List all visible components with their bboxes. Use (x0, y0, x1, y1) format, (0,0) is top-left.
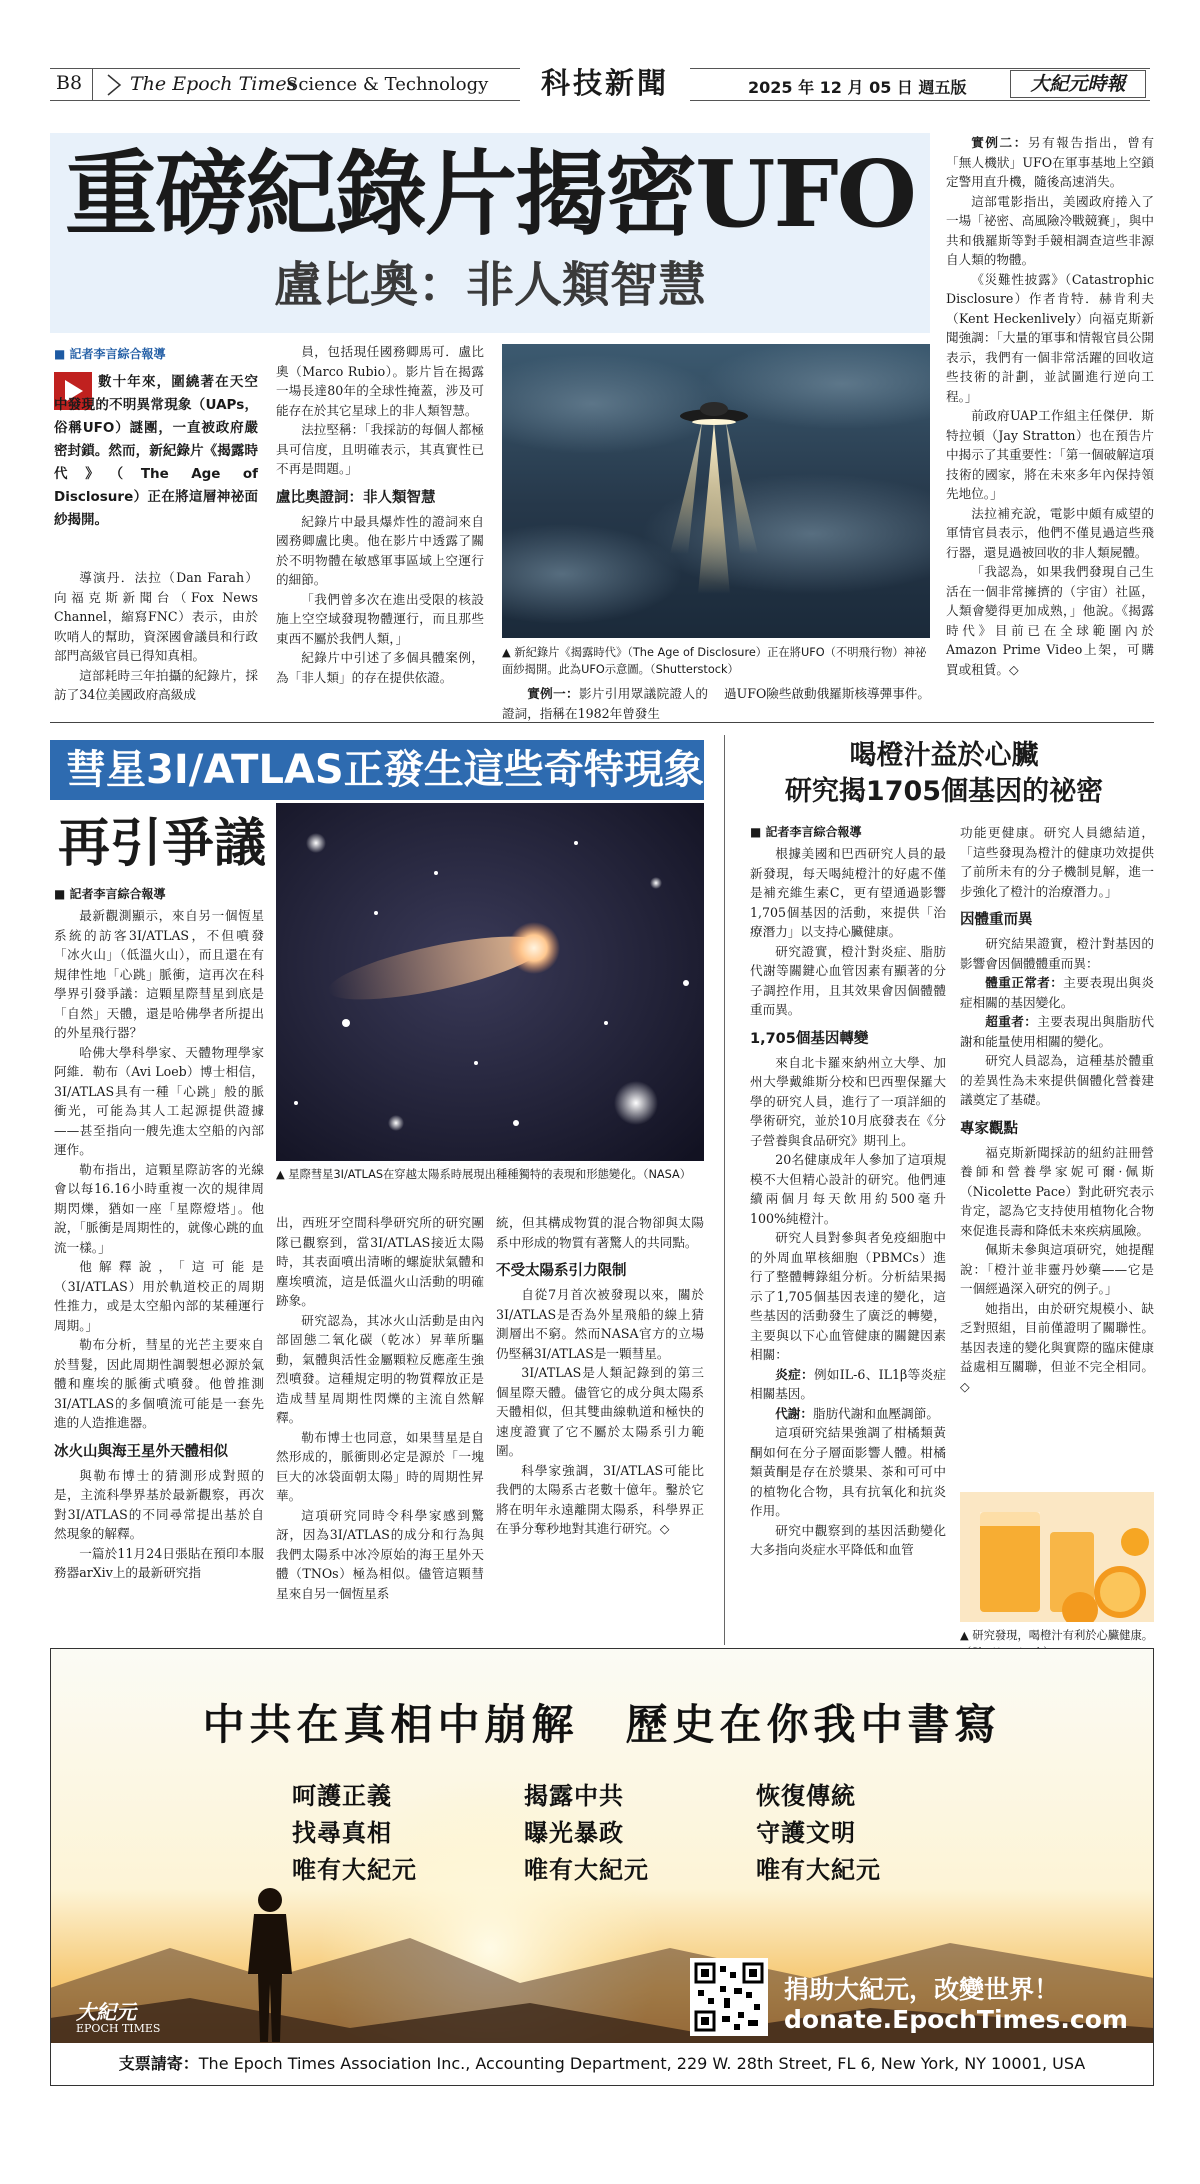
ad-line: 曝光暴政 (524, 1819, 624, 1847)
oj-col-1 (750, 823, 946, 1560)
oj-col-2 (960, 823, 1154, 1396)
oj-byline: ■ 記者李言綜合報導 (750, 823, 946, 840)
masthead (50, 68, 1150, 102)
paragraph: 例如IL-6、IL1β等炎症相關基因。 (750, 1366, 946, 1401)
paragraph: 自從7月首次被發現以來，關於3I/ATLAS是否為外星飛船的線上猜測層出不窮。然而NASA官方的立場仍堅稱3I/ATLAS是一顆彗星。 (496, 1287, 704, 1361)
paragraph: 員，包括現任國務卿馬可．盧比奧（Marco Rubio）。影片旨在揭露一場長達80年的全球性掩蓋，涉及可能存在於其它星球上的非人類智慧。 (276, 344, 484, 418)
paragraph: 20名健康成年人參加了這項規模不大但精心設計的研究。他們連續兩個月每天飲用約500毫升100%純橙汁。 (750, 1152, 946, 1226)
ad-line: 守護文明 (756, 1819, 856, 1847)
paragraph: 出，西班牙空間科學研究所的研究團隊已觀察到，當3I/ATLAS接近太陽時，其表面噴出清晰的螺旋狀氣體和塵埃噴流，這是低溫火山活動的明確跡象。 (276, 1215, 484, 1308)
paragraph: 紀錄片中引述了多個具體案例，為「非人類」的存在提供依證。 (276, 650, 484, 685)
paragraph: 脂肪代謝和血壓調節。 (812, 1405, 939, 1421)
comet-col-3 (496, 1213, 704, 1539)
paragraph: 她指出，由於研究規模小、缺乏對照組，目前僅證明了關聯性。基因表達的變化與實際的臨床健康益處相互關聯，但並不完全相同。◇ (960, 1300, 1154, 1394)
paragraph: 與勒布博士的猜測形成對照的是，主流科學界基於最新觀察，再次對3I/ATLAS的不同尋常提出基於自然現象的解釋。 (54, 1467, 264, 1541)
paragraph: 研究認為，其冰火山活動是由內部固態二氧化碳（乾冰）昇華所驅動，氣體與活性金屬顆粒反應產生強烈噴發。這種規定明的物質釋放正是造成彗星周期性閃爍的主流自然解釋。 (276, 1312, 484, 1425)
subhead-ice: 冰火山與海王星外天體相似 (54, 1443, 228, 1460)
paragraph: 導演丹．法拉（Dan Farah）向福克斯新聞台（Fox News Channel，縮寫FNC）表示，由於吹哨人的幫助，資深國會議員和行政部門高級官員已得知真相。 (54, 570, 258, 663)
ad-line: 呵護正義 (292, 1782, 392, 1810)
label-normal-weight: 體重正常者： (985, 975, 1064, 990)
paragraph: 研究人員對參與者免疫細胞中的外周血單核細胞（PBMCs）進行了整體轉錄組分析。分析結果揭示了1,705個基因表達的變化，這些基因的活動發生了廣泛的轉變，主要與以下心血管健康的關鍵因素相關： (750, 1230, 946, 1362)
comet-photo-caption: ▲ 星際彗星3I/ATLAS在穿越太陽系時展現出種種獨特的表現和形態變化。（NASA） (276, 1166, 704, 1183)
paragraph: 《災難性披露》（Catastrophic Disclosure）作者肯特．赫肯利夫（Kent Heckenlively）向福克斯新聞強調：「大量的軍事和情報官員公開表示，我們有一個非常活躍的回收這些技術的計劃，並試圖進行逆向工程。」 (946, 271, 1154, 404)
paragraph: 紀錄片中最具爆炸性的證詞來自國務卿盧比奧。他在影片中透露了關於不明物體在敏感軍事區域上空運行的細節。 (276, 513, 484, 587)
paragraph: 3I/ATLAS是人類記錄到的第三個星際天體。儘管它的成分與太陽系天體相似，但其雙曲線軌道和極快的速度證實了它不屬於太陽系引力範圍。 (496, 1365, 704, 1458)
chevron-icon (104, 73, 124, 97)
ufo-col-1 (54, 568, 258, 705)
label-overweight: 超重者： (985, 1014, 1038, 1029)
paragraph: 「我們曾多次在進出受限的核設施上空空域發現物體運行，而且那些東西不屬於我們人類，」 (276, 591, 484, 646)
paragraph: 最新觀測顯示，來自另一個恆星系統的訪客3I/ATLAS，不但噴發「冰火山」（低溫火山），而且還在有規律性地「心跳」脈衝，這再次在科學界引發爭議：這顆星際彗星到底是「自然」天體，還是哈佛學者所提出的外星飛行器？ (54, 908, 264, 1040)
paragraph: 影片引用眾議院證人的證詞，指稱在1982年曾發生 (502, 686, 709, 721)
paragraph: 主要表現出與炎症相關的基因變化。 (960, 975, 1155, 1010)
paragraph: 來自北卡羅來納州立大學、加州大學戴維斯分校和巴西聖保羅大學的研究人員，進行了一項詳細的學術研究，並於10月底發表在《分子營養與食品研究》期刊上。 (750, 1054, 946, 1148)
page-number: B8 (50, 68, 93, 101)
paragraph: 他解釋說，「這可能是（3I/ATLAS）用於軌道校正的周期性推力，或是太空船內部的某種運行周期。」 (54, 1259, 264, 1333)
ad-slogan: 中共在真相中崩解 歷史在你我中書寫 (202, 1700, 1002, 1749)
ad-line: 唯有大紀元 (292, 1856, 417, 1884)
comet-photo (276, 803, 704, 1161)
comet-col-2 (276, 1213, 484, 1603)
paper-name: The Epoch Times (130, 73, 297, 95)
issue-date: 2025 年 12 月 05 日 週五版 (748, 78, 967, 97)
ufo-photo-caption: ▲ 新紀錄片《揭露時代》（The Age of Disclosure）正在將UFO（不明飛行物）神祕面紗揭開。此為UFO示意圖。（Shutterstock） (502, 644, 930, 678)
subhead-genes: 1,705個基因轉變 (750, 1030, 869, 1047)
paragraph: 研究證實，橙汁對炎症、脂肪代謝等關鍵心血管因素有顯著的分子調控作用，且其效果會因個體體重而異。 (750, 943, 946, 1017)
divider (50, 722, 1154, 723)
paragraph: 勒布博士也同意，如果彗星是自然形成的，脈衝則必定是源於「一塊巨大的冰袋面朝太陽」時的周期性昇華。 (276, 1429, 484, 1503)
check-label: 支票請寄： (118, 2054, 199, 2073)
paragraph: 功能更健康。研究人員總結道，「這些發現為橙汁的健康功效提供了前所未有的分子機制見解，進一步強化了橙汁的治療潛力。」 (960, 825, 1154, 899)
paragraph: 法拉堅稱：「我採訪的每個人都極具可信度，且明確表示，其真實性已不再是問題。」 (276, 422, 484, 476)
oj-headline-2: 研究揭1705個基因的祕密 (784, 776, 1104, 807)
ufo-subhead: 盧比奧：非人類智慧 (273, 257, 706, 313)
paragraph: 「我認為，如果我們發現自己生活在一個非常擁擠的（宇宙）社區，人類會變得更加成熟，」他說。《揭露時代》目前已在全球範圍內於Amazon Prime Video上架，可購買或租賃。◇ (946, 564, 1154, 677)
label-metabolism: 代謝： (775, 1405, 813, 1421)
ufo-byline: ■ 記者李言綜合報導 (54, 345, 258, 362)
comet-headline: 彗星3I/ATLAS正發生這些奇特現象 (66, 747, 704, 793)
divider (724, 735, 725, 1645)
paragraph: 這項研究結果強調了柑橘類黃酮如何在分子層面影響人體。柑橘類黃酮是存在於漿果、茶和可可中的植物化合物，具有抗氧化和抗炎作用。 (750, 1425, 946, 1518)
paragraph: 統，但其構成物質的混合物卻與太陽系中形成的物質有著驚人的共同點。 (496, 1215, 704, 1250)
paragraph: 研究人員認為，這種基於體重的差異性為未來提供個體化營養建議奠定了基礎。 (960, 1053, 1154, 1107)
comet-byline: ■ 記者李言綜合報導 (54, 885, 264, 902)
oj-photo-caption: ▲ 研究發現，喝橙汁有利於心臟健康。 (960, 1627, 1154, 1661)
ad-line: 唯有大紀元 (756, 1856, 881, 1884)
paragraph: 主要表現出與脂肪代謝和能量使用相關的變化。 (960, 1014, 1155, 1049)
paragraph: 這部電影指出，美國政府捲入了一場「祕密、高風險冷戰競賽」，與中共和俄羅斯等對手競相調查這些非源自人類的物體。 (946, 193, 1154, 267)
comet-banner (50, 740, 704, 800)
ufo-headline: 重磅紀錄片揭密UFO (65, 140, 915, 248)
paragraph: 法拉補充說，電影中頗有威望的軍情官員表示，他們不僅見過這些飛行器，還見過被回收的非人類屍體。 (946, 505, 1154, 560)
paragraph: 過UFO險些啟動俄羅斯核導彈事件。 (724, 686, 930, 701)
paragraph: 哈佛大學科學家、天體物理學家阿維．勒布（Avi Loeb）博士相信，3I/ATLAS具有一種「心跳」般的脈衝光，可能為其人工起源提供證據——甚至指向一艘先進太空船的內部運作。 (54, 1044, 264, 1157)
check-address: The Epoch Times Association Inc., Accounting Department, 229 W. 28th Street, FL 6, New York, NY 10001, USA (198, 2054, 1086, 2073)
ufo-lede: 數十年來，圍繞著在天空中發現的不明異常現象（UAPs，俗稱UFO）謎團，一直被政府嚴密封鎖。然而，新紀錄片《揭露時代》（The Age of Disclosure）正在將這層神祕面紗揭開。 (54, 374, 258, 528)
orange-juice-photo (960, 1492, 1154, 1622)
example-label: 實例一： (527, 686, 579, 701)
ad-line: 唯有大紀元 (524, 1856, 649, 1884)
ad-donate-text: 捐助大紀元，改變世界！ (784, 1975, 1060, 2004)
paragraph: 前政府UAP工作組主任傑伊．斯特拉頓（Jay Stratton）也在預告片中揭示了其重要性：「第一個破解這項技術的國家，將在未來多年內保持領先地位。」 (946, 408, 1154, 501)
paragraph: 另有報告指出，曾有「無人機狀」UFO在軍事基地上空鎖定警用直升機，隨後高速消失。 (946, 135, 1155, 189)
paragraph: 佩斯未參與這項研究，她提醒說：「橙汁並非靈丹妙藥——它是一個經過深入研究的例子。」 (960, 1242, 1154, 1296)
paragraph: 研究結果證實，橙汁對基因的影響會因個體體重而異： (960, 936, 1154, 971)
section-zh: 科技新聞 (520, 60, 690, 106)
paragraph: 這項研究同時令科學家感到驚訝，因為3I/ATLAS的成分和行為與我們太陽系中冰冷原始的海王星外天體（TNOs）極為相似。儘管這顆彗星來自另一個恆星系 (276, 1507, 484, 1601)
ufo-photo (502, 344, 930, 638)
paragraph: 研究中觀察到的基因活動變化大多指向炎症水平降低和血管 (750, 1522, 946, 1557)
paragraph: 這部耗時三年拍攝的紀錄片，採訪了34位美國政府高級成 (54, 667, 258, 702)
subhead-rubio: 盧比奧證詞：非人類智慧 (276, 489, 436, 506)
ad-logo: 大紀元 (76, 2000, 136, 2024)
example-label: 實例二： (971, 135, 1028, 150)
paragraph: 科學家強調，3I/ATLAS可能比我們的太陽系古老數十億年。鑿於它將在明年永遠離開太陽系，科學界正在爭分奪秒地對其進行研究。◇ (496, 1462, 704, 1536)
subhead-expert: 專家觀點 (960, 1120, 1018, 1137)
paragraph: 一篇於11月24日張貼在預印本服務器arXiv上的最新研究指 (54, 1545, 264, 1580)
ad-line: 恢復傳統 (756, 1782, 856, 1810)
donate-link[interactable]: donate.EpochTimes.com (784, 2005, 1128, 2034)
ufo-col-right (946, 133, 1154, 679)
comet-col-1 (54, 885, 264, 1583)
masthead-logo: 大紀元時報 (1010, 70, 1146, 98)
ufo-col-2 (276, 342, 484, 687)
subhead-weight: 因體重而異 (960, 912, 1033, 928)
label-inflammation: 炎症： (775, 1366, 814, 1382)
paragraph: 福克斯新聞採訪的紐約註冊營養師和營養學家妮可爾·佩斯（Nicolette Pace）對此研究表示肯定，認為它支持使用植物化合物來促進長壽和降低未來疾病風險。 (960, 1144, 1154, 1238)
ad-border (50, 1648, 1154, 2086)
section-en: Science & Technology (286, 74, 489, 95)
paragraph: 根據美國和巴西研究人員的最新發現，每天喝純橙汁的好處不僅是補充維生素C，更有望通過影響1,705個基因的活動，來提供「治療潛力」以支持心臟健康。 (750, 846, 946, 939)
comet-subhead: 再引爭議 (58, 814, 267, 874)
ad-line: 找尋真相 (292, 1819, 392, 1847)
oj-headline-1: 喝橙汁益於心臟 (849, 740, 1039, 771)
subhead-gravity: 不受太陽系引力限制 (496, 1263, 627, 1279)
paragraph: 勒布分析，彗星的光芒主要來自於彗髮，因此周期性調製想必源於氣體和塵埃的脈衝式噴發。他曾推測3I/ATLAS的多個噴流可能是一套先進的人造推進器。 (54, 1337, 264, 1430)
ad-logo-en: EPOCH TIMES (76, 2022, 161, 2035)
ad-line: 揭露中共 (524, 1782, 624, 1810)
paragraph: 勒布指出，這顆星際訪客的光線會以每16.16小時重複一次的規律周期閃爍，猶如一座「星際燈塔」。他說，「脈衝是周期性的，就像心跳的血流一樣。」 (54, 1161, 264, 1255)
